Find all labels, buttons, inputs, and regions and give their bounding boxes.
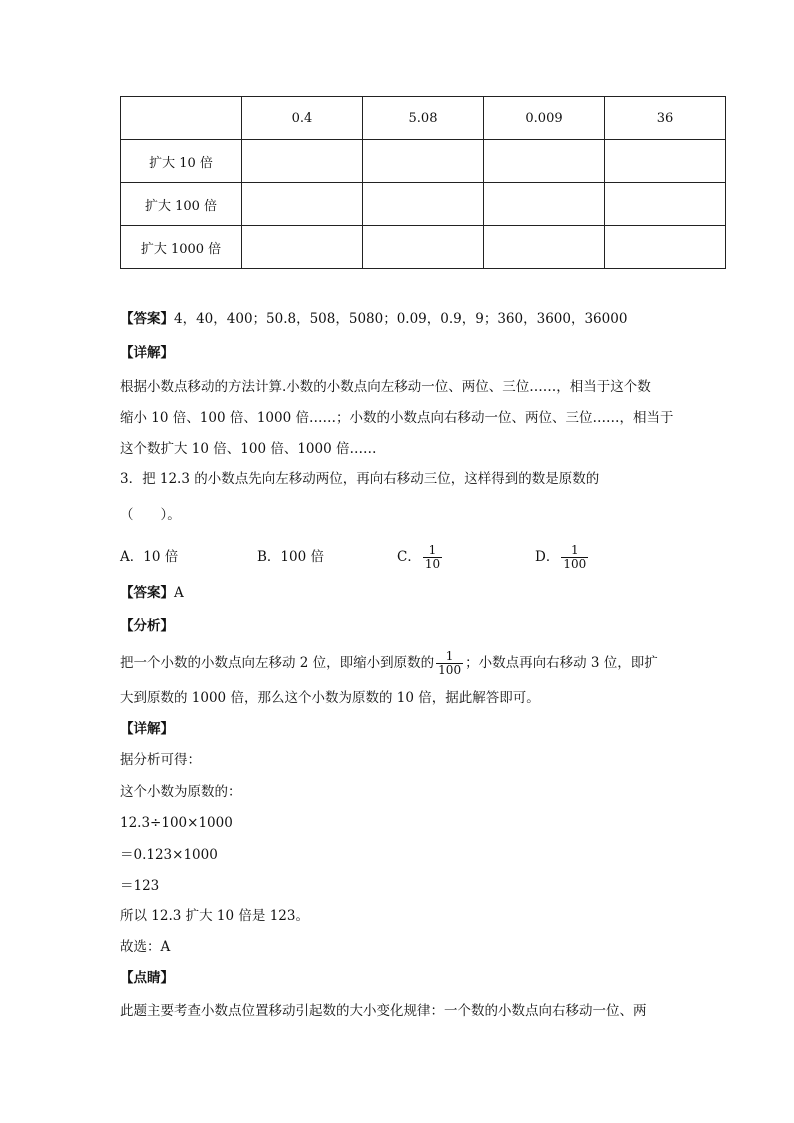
q3-detail-line: 故选：A <box>120 939 171 955</box>
fraction-denominator: 10 <box>424 557 441 571</box>
table-cell <box>363 140 484 183</box>
fraction-numerator: 1 <box>423 544 442 558</box>
answer-tag: 【答案】 <box>120 311 174 327</box>
answer-text: A <box>174 585 184 601</box>
table-row <box>121 140 726 183</box>
table-cell <box>605 183 726 226</box>
q3-detail-line: 12.3÷100×1000 <box>120 815 233 831</box>
q3-stem-line: 3．把 12.3 的小数点先向左移动两位，再向右移动三位，这样得到的数是原数的 <box>120 471 600 487</box>
fraction-numerator: 1 <box>561 544 588 558</box>
q3-detail-tag: 【详解】 <box>120 721 174 737</box>
q3-detail-line: ＝0.123×1000 <box>120 847 218 863</box>
table-cell <box>605 140 726 183</box>
table-cell <box>242 183 363 226</box>
table-cell: 5.08 <box>363 97 484 140</box>
option-c <box>397 544 444 571</box>
table-cell <box>484 140 605 183</box>
q2-detail-line: 根据小数点移动的方法计算.小数的小数点向左移动一位、两位、三位……，相当于这个数 <box>120 379 651 395</box>
analysis-text: ；小数点再向右移动 3 位，即扩 <box>465 655 658 671</box>
table-cell <box>363 183 484 226</box>
fraction-numerator: 1 <box>436 650 463 664</box>
analysis-text: 把一个小数的小数点向左移动 2 位，即缩小到原数的 <box>120 655 435 671</box>
table-cell: 36 <box>605 97 726 140</box>
option-c-prefix: C． <box>397 549 421 565</box>
table-row <box>121 226 726 269</box>
fraction-denominator: 100 <box>438 663 462 677</box>
q3-detail-line: 所以 12.3 扩大 10 倍是 123。 <box>120 908 309 924</box>
table-cell <box>242 140 363 183</box>
table-cell <box>121 97 242 140</box>
q2-detail-line: 这个数扩大 10 倍、100 倍、1000 倍…… <box>120 441 377 457</box>
table-cell <box>605 226 726 269</box>
table-header-row <box>121 97 726 140</box>
answer-text: 4，40，400；50.8，508，5080；0.09，0.9，9；360，3600，36000 <box>174 311 628 327</box>
option-a: A．10 倍 <box>120 549 179 565</box>
row-label: 扩大 100 倍 <box>121 183 242 226</box>
table-cell <box>484 183 605 226</box>
option-d <box>535 544 590 571</box>
q2-detail-tag: 【详解】 <box>120 345 174 361</box>
option-c-fraction <box>423 544 442 571</box>
multiplication-table <box>120 96 726 269</box>
table-cell <box>484 226 605 269</box>
q3-detail-line: ＝123 <box>120 878 160 894</box>
q3-note-tag: 【点睛】 <box>120 970 174 986</box>
q3-note-line: 此题主要考查小数点位置移动引起数的大小变化规律：一个数的小数点向右移动一位、两 <box>120 1003 647 1019</box>
analysis-fraction <box>436 650 463 677</box>
table-cell <box>363 226 484 269</box>
option-d-fraction <box>561 544 588 571</box>
table-row <box>121 183 726 226</box>
q3-answer <box>120 583 184 603</box>
q3-analysis-line: 大到原数的 1000 倍，那么这个小数为原数的 10 倍，据此解答即可。 <box>120 690 540 706</box>
q2-detail-line: 缩小 10 倍、100 倍、1000 倍……；小数的小数点向右移动一位、两位、三位……，相当于 <box>120 410 674 426</box>
q3-analysis-tag: 【分析】 <box>120 618 174 634</box>
answer-tag: 【答案】 <box>120 585 174 601</box>
q2-answer <box>120 309 627 329</box>
q3-detail-line: 据分析可得： <box>120 752 201 768</box>
table-cell: 0.009 <box>484 97 605 140</box>
option-b: B．100 倍 <box>257 549 324 565</box>
q3-analysis-line <box>120 650 658 677</box>
row-label: 扩大 10 倍 <box>121 140 242 183</box>
table-cell <box>242 226 363 269</box>
row-label: 扩大 1000 倍 <box>121 226 242 269</box>
q3-detail-line: 这个小数为原数的： <box>120 784 242 800</box>
table-cell: 0.4 <box>242 97 363 140</box>
q3-stem-line: （ ）。 <box>120 507 181 523</box>
option-d-prefix: D． <box>535 549 560 565</box>
fraction-denominator: 100 <box>563 557 587 571</box>
